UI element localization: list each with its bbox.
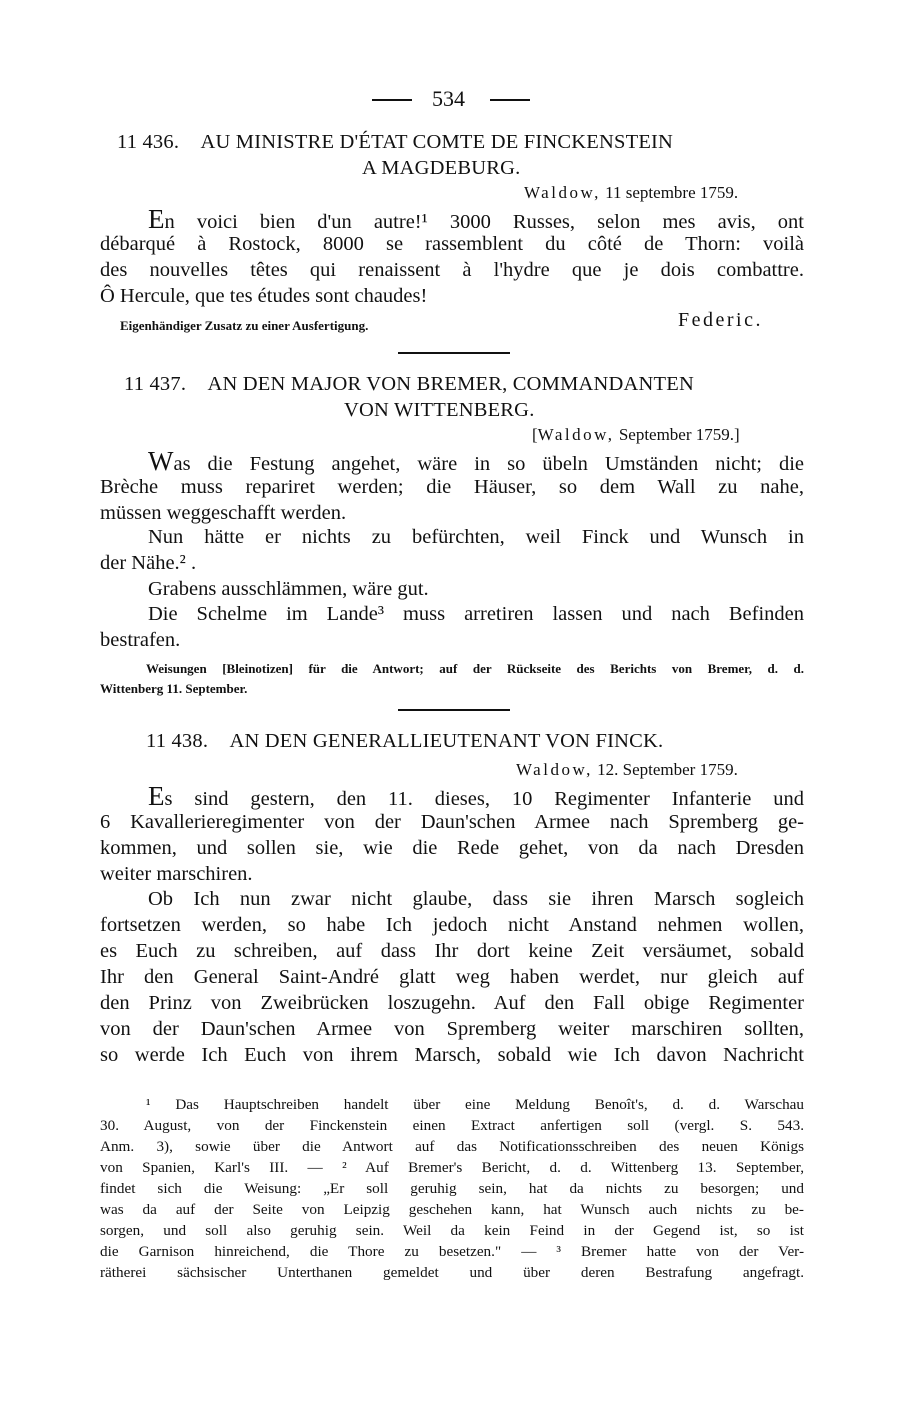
entry-11436-date: 11 septembre 1759. xyxy=(600,183,739,202)
entry-11437-line-5: der Nähe.² . xyxy=(100,552,197,574)
entry-11436-line-4: Ô Hercule, que tes études sont chaudes! xyxy=(100,285,428,307)
entry-11438-line-6: fortsetzen werden, so habe Ich jedoch nicht Anstand nehmen wollen, xyxy=(100,914,804,936)
entry-11436-title: AU MINISTRE D'ÉTAT COMTE DE FINCKENSTEIN xyxy=(200,131,674,153)
entry-11437-line-1: Was die Festung angehet, wäre in so übeln Umständen nicht; die xyxy=(148,446,804,476)
entry-11437-dateline: [Waldow, September 1759.] xyxy=(532,425,740,444)
entry-11438-place: Waldow, xyxy=(516,760,593,779)
entry-11437-line-8: bestrafen. xyxy=(100,629,181,651)
separator-rule-2 xyxy=(398,709,510,711)
entry-11436-signature: Federic. xyxy=(678,309,763,331)
footnote-line-6: was da auf der Seite von Leipzig geschehen kann, hat Wunsch auch nichts zu be- xyxy=(100,1201,804,1218)
entry-11437-line-4: Nun hätte er nichts zu befürchten, weil Finck und Wunsch in xyxy=(148,526,804,548)
entry-11437-title: AN DEN MAJOR VON BREMER, COMMANDANTEN xyxy=(207,373,694,395)
entry-11437-heading xyxy=(124,373,694,396)
entry-11438-dateline xyxy=(516,760,738,780)
page-number: 534 xyxy=(432,86,465,111)
entry-11436-heading xyxy=(117,131,673,154)
entry-11438-date: 12. September 1759. xyxy=(592,760,738,779)
footnote-line-2: 30. August, von der Finckenstein einen Extract anfertigen soll (vergl. S. 543. xyxy=(100,1117,804,1134)
entry-11436-line-1: En voici bien d'un autre!¹ 3000 Russes, selon mes avis, ont xyxy=(148,204,804,234)
entry-11438-line-5: Ob Ich nun zwar nicht glaube, dass sie ihren Marsch sogleich xyxy=(148,888,804,910)
entry-11437-note-line-1: Weisungen [Bleinotizen] für die Antwort; auf der Rückseite des Berichts von Bremer, d. d. xyxy=(146,661,804,676)
entry-11437-line-2: Brèche muss repariret werden; die Häuser, so dem Wall zu nahe, xyxy=(100,476,804,498)
entry-11438-number: 11 438. xyxy=(146,730,209,752)
entry-11436-initial: E xyxy=(148,204,165,234)
entry-11437-line-6: Grabens ausschlämmen, wäre gut. xyxy=(148,578,429,600)
entry-11438-line-2: 6 Kavallerieregimenter von der Daun'schen Armee nach Spremberg ge- xyxy=(100,811,804,833)
entry-11438-initial: E xyxy=(148,781,165,811)
entry-11438-line-7: es Euch zu schreiben, auf dass Ihr dort keine Zeit versäumet, sobald xyxy=(100,940,804,962)
footnote-line-4: von Spanien, Karl's III. — ² Auf Bremer's Bericht, d. d. Wittenberg 13. September, xyxy=(100,1159,804,1176)
entry-11438-heading xyxy=(146,730,663,753)
entry-11438-line-1: Es sind gestern, den 11. dieses, 10 Regimenter Infanterie und xyxy=(148,781,804,811)
entry-11436-dateline xyxy=(524,183,738,203)
entry-11437-line-7: Die Schelme im Lande³ muss arretiren lassen und nach Befinden xyxy=(148,603,804,625)
header-rule-right xyxy=(490,99,530,101)
entry-11436-line-3: des nouvelles têtes qui renaissent à l'hydre que je dois combattre. xyxy=(100,259,804,281)
footnote-line-5: findet sich die Weisung: „Er soll geruhig sein, hat da nichts zu besorgen; und xyxy=(100,1180,804,1197)
entry-11437-note-line-2: Wittenberg 11. September. xyxy=(100,681,248,696)
entry-11438-line-10: von der Daun'schen Armee von Spremberg weiter marschiren sollten, xyxy=(100,1018,804,1040)
header-rule-left xyxy=(372,99,412,101)
footnote-line-3: Anm. 3), sowie über die Antwort auf das Notificationsschreiben des neuen Königs xyxy=(100,1138,804,1155)
entry-11438-line-3: kommen, und sollen sie, wie die Rede gehet, von da nach Dresden xyxy=(100,837,804,859)
footnote-line-9: rätherei sächsischer Unterthanen gemeldet und über deren Bestrafung angefragt. xyxy=(100,1264,804,1281)
entry-11438-line-9: den Prinz von Zweibrücken loszugehn. Auf den Fall obige Regimenter xyxy=(100,992,804,1014)
separator-rule-1 xyxy=(398,352,510,354)
entry-11437-initial: W xyxy=(148,446,174,476)
entry-11438-title: AN DEN GENERALLIEUTENANT VON FINCK. xyxy=(229,730,664,752)
entry-11437-number: 11 437. xyxy=(124,373,187,395)
entry-11437-line-3: müssen weggeschafft werden. xyxy=(100,502,347,524)
footnote-line-1: ¹ Das Hauptschreiben handelt über eine Meldung Benoît's, d. d. Warschau xyxy=(146,1096,804,1113)
entry-11436-line-2: débarqué à Rostock, 8000 se rassemblent du côté de Thorn: voilà xyxy=(100,233,804,255)
entry-11437-place: Waldow, xyxy=(537,425,615,444)
entry-11436-title-cont: A MAGDEBURG. xyxy=(362,157,521,179)
entry-11438-line-11: so werde Ich Euch von ihrem Marsch, sobald wie Ich davon Nachricht xyxy=(100,1044,804,1066)
entry-11436-number: 11 436. xyxy=(117,131,180,153)
entry-11437-title-cont: VON WITTENBERG. xyxy=(344,399,535,421)
entry-11436-place: Waldow, xyxy=(524,183,601,202)
entry-11436-note: Eigenhändiger Zusatz zu einer Ausfertigung. xyxy=(120,318,369,333)
entry-11438-line-8: Ihr den General Saint-André glatt weg haben werdet, nur gleich auf xyxy=(100,966,804,988)
footnote-line-8: die Garnison hinreichend, die Thore zu besetzen." — ³ Bremer hatte von der Ver- xyxy=(100,1243,804,1260)
entry-11438-line-4: weiter marschiren. xyxy=(100,863,253,885)
footnote-line-7: sorgen, und soll also geruhig sein. Weil da kein Feind in der Gegend ist, so ist xyxy=(100,1222,804,1239)
entry-11437-date: September 1759.] xyxy=(614,425,740,444)
